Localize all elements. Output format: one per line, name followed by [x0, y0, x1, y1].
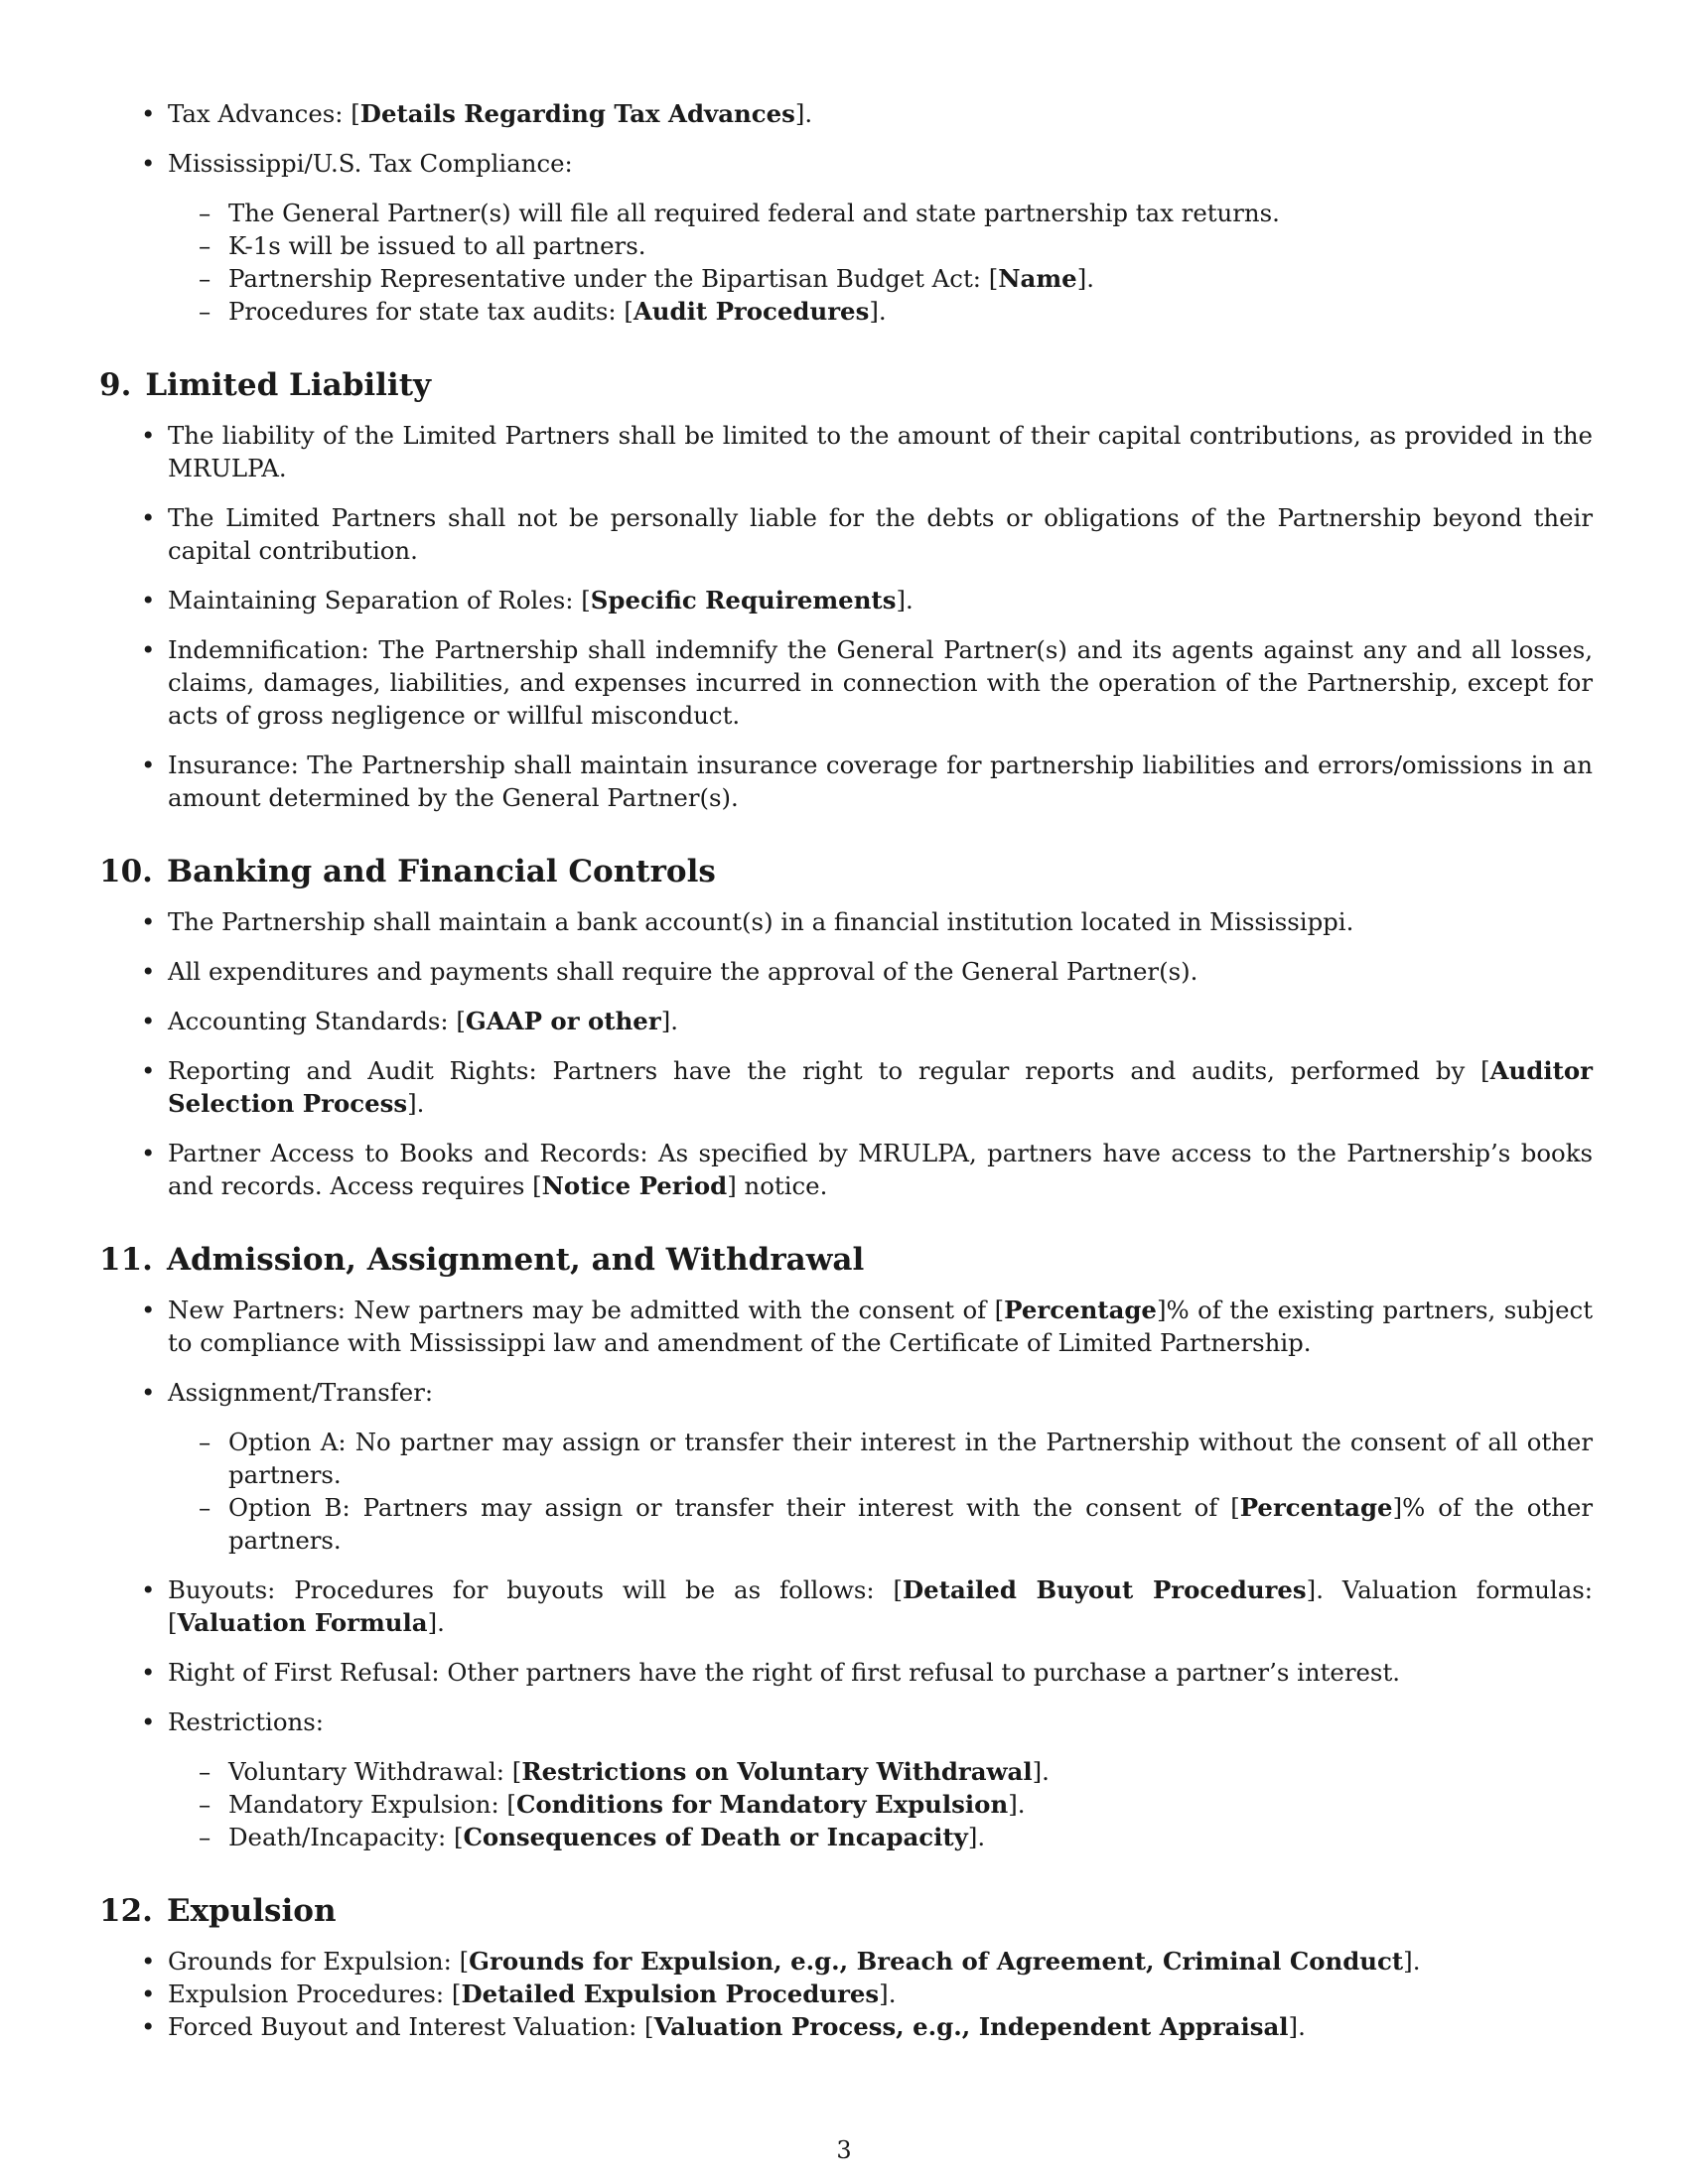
list-item: • Partner Access to Books and Records: As specified by MRULPA, partners have access to the Partnership’s books and records. Access requires [Notice Period] notice. [99, 1137, 1593, 1202]
sublist-item: – Death/Incapacity: [Consequences of Death or Incapacity]. [168, 1821, 1593, 1853]
placeholder-field: GAAP or other [465, 1007, 661, 1035]
placeholder-field: Name [998, 264, 1077, 293]
placeholder-field: Percentage [1004, 1296, 1157, 1324]
assignment-sublist [168, 1426, 1593, 1557]
list-item: • Restrictions: – Voluntary Withdrawal: [Restrictions on Voluntary Withdrawal]. – Mandatory Expulsion: [Conditions for Mandatory Expulsion]. – Death/Incapacity: [Consequences of Death or Incapacity]. [99, 1706, 1593, 1853]
sublist-item: – Partnership Representative under the Bipartisan Budget Act: [Name]. [168, 262, 1593, 295]
placeholder-field: Valuation Formula [177, 1608, 428, 1637]
list-item: • The liability of the Limited Partners shall be limited to the amount of their capital contributions, as provided in the MRULPA. [99, 419, 1593, 484]
section-10-list [99, 905, 1593, 1202]
list-item-tax-advances: • Tax Advances: [Details Regarding Tax Advances]. [99, 97, 1593, 130]
section-heading-10: 10. Banking and Financial Controls [99, 854, 716, 889]
list-item: • Buyouts: Procedures for buyouts will be as follows: [Detailed Buyout Procedures]. Valuation formulas: [Valuation Formula]. [99, 1573, 1593, 1639]
placeholder-field: Restrictions on Voluntary Withdrawal [521, 1757, 1033, 1786]
sublist-item: – Mandatory Expulsion: [Conditions for Mandatory Expulsion]. [168, 1788, 1593, 1821]
placeholder-field: Specific Requirements [590, 586, 897, 614]
list-item: • Right of First Refusal: Other partners have the right of first refusal to purchase a partner’s interest. [99, 1656, 1593, 1689]
placeholder-field: Detailed Expulsion Procedures [461, 1979, 880, 2008]
placeholder-field: Grounds for Expulsion, e.g., Breach of Agreement, Criminal Conduct [469, 1947, 1404, 1976]
section-9-list [99, 419, 1593, 814]
placeholder-field: Valuation Process, e.g., Independent Appraisal [653, 2012, 1289, 2041]
page-number: 3 [836, 2136, 852, 2164]
sublist-item: – Voluntary Withdrawal: [Restrictions on Voluntary Withdrawal]. [168, 1755, 1593, 1788]
placeholder-field: Details Regarding Tax Advances [359, 99, 795, 128]
list-item: • Insurance: The Partnership shall maintain insurance coverage for partnership liabilities and errors/omissions in an amount determined by the General Partner(s). [99, 749, 1593, 814]
section-11-list [99, 1294, 1593, 1853]
section-heading-12: 12. Expulsion [99, 1893, 337, 1929]
list-item: • All expenditures and payments shall require the approval of the General Partner(s). [99, 955, 1593, 988]
list-item: • Maintaining Separation of Roles: [Specific Requirements]. [99, 584, 1593, 616]
list-item: • New Partners: New partners may be admitted with the consent of [Percentage]% of the existing partners, subject to compliance with Mississippi law and amendment of the Certificate of Limited Partnership. [99, 1294, 1593, 1359]
section-heading-11: 11. Admission, Assignment, and Withdrawal [99, 1242, 865, 1278]
tax-compliance-sublist [168, 197, 1593, 328]
placeholder-field: Audit Procedures [633, 297, 870, 326]
list-item: • The Partnership shall maintain a bank account(s) in a financial institution located in Mississippi. [99, 905, 1593, 938]
sublist-item: – Option A: No partner may assign or transfer their interest in the Partnership without the consent of all other partners. [168, 1426, 1593, 1491]
list-item: • The Limited Partners shall not be personally liable for the debts or obligations of the Partnership beyond their capital contribution. [99, 501, 1593, 567]
tax-list [99, 97, 1593, 328]
list-item: • Indemnification: The Partnership shall indemnify the General Partner(s) and its agents against any and all losses, claims, damages, liabilities, and expenses incurred in connection with the operation of the Partnership, except for acts of gross negligence or willful misconduct. [99, 633, 1593, 732]
placeholder-field: Percentage [1239, 1493, 1393, 1522]
sublist-item: – The General Partner(s) will file all required federal and state partnership tax returns. [168, 197, 1593, 229]
list-item: • Forced Buyout and Interest Valuation: [Valuation Process, e.g., Independent Appraisal]. [99, 2010, 1593, 2043]
list-item: • Assignment/Transfer: – Option A: No partner may assign or transfer their interest in the Partnership without the consent of all other partners. – Option B: Partners may assign or transfer their interest with the consent of [Percentage]% of the other partners. [99, 1376, 1593, 1557]
section-12-list [99, 1945, 1593, 2043]
sublist-item: – K-1s will be issued to all partners. [168, 229, 1593, 262]
list-item-tax-compliance: • Mississippi/U.S. Tax Compliance: – The General Partner(s) will file all required federal and state partnership tax returns. – K-1s will be issued to all partners. – Partnership Representative under the Bipartisan Budget Act: [Name]. – Procedures for state tax audits: [Audit Procedures]. [99, 147, 1593, 328]
list-item: • Reporting and Audit Rights: Partners have the right to regular reports and audits, performed by [Auditor Selection Process]. [99, 1054, 1593, 1120]
restrictions-sublist [168, 1755, 1593, 1853]
list-item: • Accounting Standards: [GAAP or other]. [99, 1005, 1593, 1037]
sublist-item: – Option B: Partners may assign or transfer their interest with the consent of [Percentage]% of the other partners. [168, 1491, 1593, 1557]
placeholder-field: Auditor Selection Process [168, 1056, 1593, 1118]
placeholder-field: Notice Period [541, 1171, 728, 1200]
section-heading-9: 9. Limited Liability [99, 367, 432, 403]
placeholder-field: Conditions for Mandatory Expulsion [515, 1790, 1009, 1819]
placeholder-field: Consequences of Death or Incapacity [463, 1823, 968, 1851]
sublist-item: – Procedures for state tax audits: [Audit Procedures]. [168, 295, 1593, 328]
list-item: • Grounds for Expulsion: [Grounds for Expulsion, e.g., Breach of Agreement, Criminal Conduct]. [99, 1945, 1593, 1978]
placeholder-field: Detailed Buyout Procedures [903, 1575, 1307, 1604]
list-item: • Expulsion Procedures: [Detailed Expulsion Procedures]. [99, 1978, 1593, 2010]
